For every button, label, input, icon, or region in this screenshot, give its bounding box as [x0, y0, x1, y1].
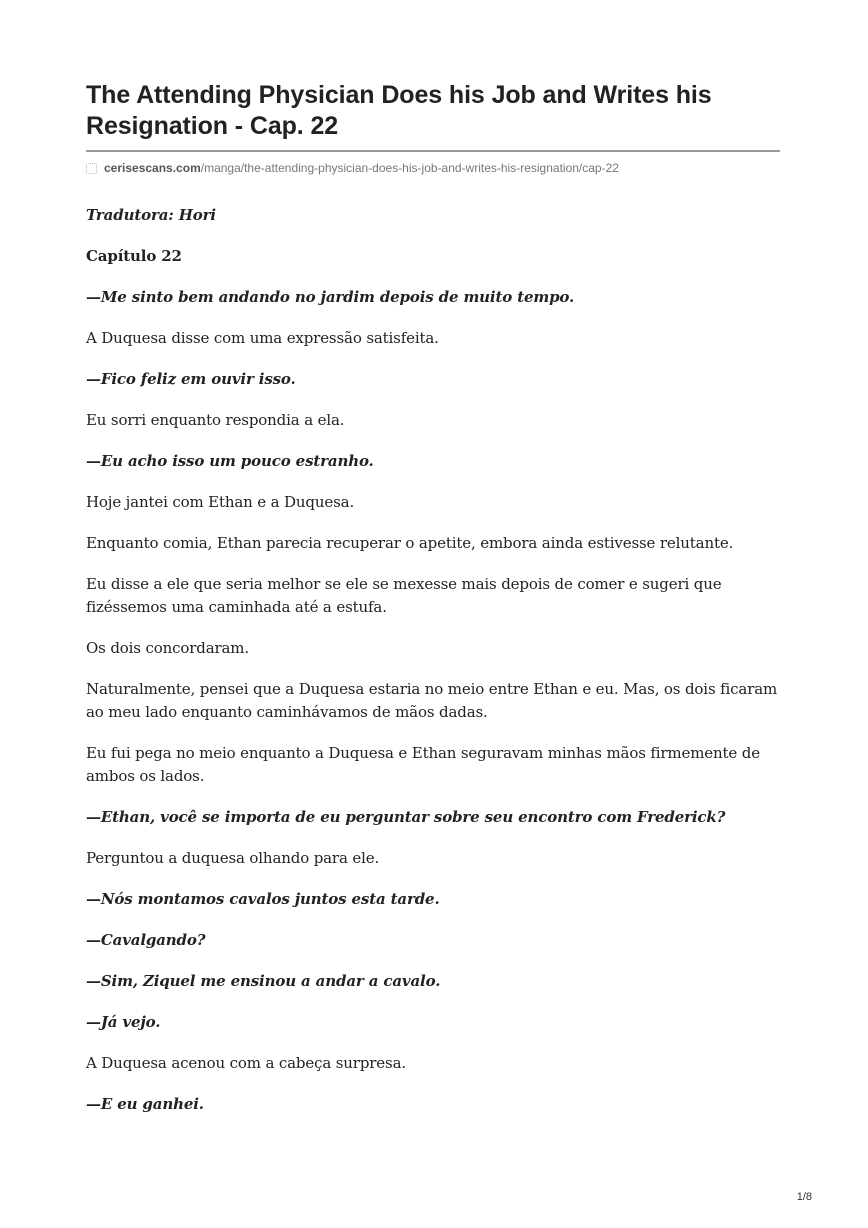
favicon-icon [86, 163, 97, 174]
paragraph: Tradutora: Hori [86, 206, 216, 224]
document-page [86, 80, 780, 1134]
paragraph: —Nós montamos cavalos juntos esta tarde. [86, 890, 440, 908]
paragraph: —Cavalgando? [86, 931, 206, 949]
paragraph: —E eu ganhei. [86, 1095, 204, 1113]
paragraph: A Duquesa disse com uma expressão satisfeita. [86, 329, 439, 347]
paragraph: Hoje jantei com Ethan e a Duquesa. [86, 493, 355, 511]
url-path: /manga/the-attending-physician-does-his-job-and-writes-his-resignation/cap-22 [200, 161, 619, 175]
paragraph: Naturalmente, pensei que a Duquesa estaria no meio entre Ethan e eu. Mas, os dois ficaram ao meu lado enquanto caminhávamos de mãos dadas. [86, 680, 778, 721]
paragraph: —Fico feliz em ouvir isso. [86, 370, 296, 388]
paragraph: Os dois concordaram. [86, 639, 250, 657]
title-divider [86, 150, 780, 152]
paragraph: —Ethan, você se importa de eu perguntar sobre seu encontro com Frederick? [86, 808, 726, 826]
paragraph: Enquanto comia, Ethan parecia recuperar o apetite, embora ainda estivesse relutante. [86, 534, 734, 552]
paragraph: —Me sinto bem andando no jardim depois de muito tempo. [86, 288, 575, 306]
paragraph: Eu sorri enquanto respondia a ela. [86, 411, 345, 429]
paragraph: —Sim, Ziquel me ensinou a andar a cavalo. [86, 972, 441, 990]
page-title: The Attending Physician Does his Job and Writes his Resignation - Cap. 22 [86, 81, 712, 140]
source-url[interactable] [86, 160, 780, 176]
page-number: 1/8 [796, 1191, 812, 1203]
url-domain: cerisescans.com [104, 161, 201, 175]
paragraph: Eu fui pega no meio enquanto a Duquesa e Ethan seguravam minhas mãos firmemente de ambos os lados. [86, 744, 760, 785]
article-body [86, 204, 780, 1116]
paragraph: Capítulo 22 [86, 247, 182, 265]
paragraph: —Eu acho isso um pouco estranho. [86, 452, 374, 470]
paragraph: A Duquesa acenou com a cabeça surpresa. [86, 1054, 406, 1072]
paragraph: Perguntou a duquesa olhando para ele. [86, 849, 380, 867]
paragraph: —Já vejo. [86, 1013, 161, 1031]
paragraph: Eu disse a ele que seria melhor se ele se mexesse mais depois de comer e sugeri que fizéssemos uma caminhada até a estufa. [86, 575, 722, 616]
